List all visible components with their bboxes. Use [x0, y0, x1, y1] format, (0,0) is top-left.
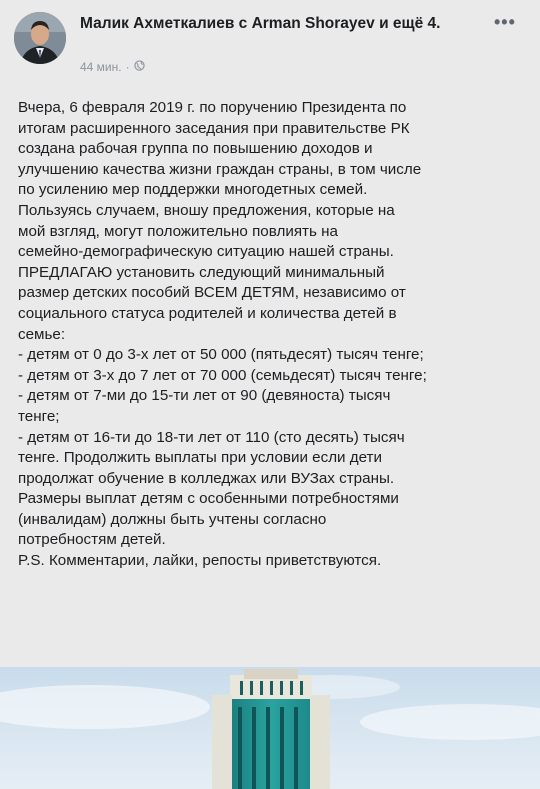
avatar-image: [14, 12, 66, 64]
avatar[interactable]: [14, 12, 66, 64]
post-text-line: по усилению мер поддержки многодетных семей.: [18, 181, 368, 199]
post-text-line: Пользуясь случаем, вношу предложения, которые на: [18, 201, 395, 219]
post-text-line: Вчера, 6 февраля 2019 г. по поручению Президента по: [18, 99, 407, 116]
attached-photo[interactable]: [0, 667, 540, 789]
post-text-line: семье:: [18, 325, 66, 343]
post-text-line: потребностям детей.: [18, 531, 166, 549]
post-text-line: улучшению качества жизни граждан страны, в том числе: [18, 160, 422, 178]
post-text-line: итогам расширенного заседания при правительстве РК: [18, 119, 410, 137]
more-options-icon[interactable]: •••: [494, 12, 516, 32]
post-text-line: ПРЕДЛАГАЮ установить следующий минимальный: [18, 263, 385, 281]
post-text-line: размер детских пособий ВСЕМ ДЕТЯМ, независимо от: [18, 284, 406, 302]
post-text-line: (инвалидам) должны быть учтены согласно: [18, 510, 327, 528]
author-line[interactable]: Малик Ахметкалиев с Arman Shorayev и ещё 4.: [80, 15, 441, 32]
post-text-line: - детям от 3-х до 7 лет от 70 000 (семьдесят) тысяч тенге;: [18, 366, 427, 384]
post-text-line: социального статуса родителей и количества детей в: [18, 304, 397, 322]
timestamp[interactable]: 44 мин.: [80, 60, 122, 74]
post-text: [18, 98, 526, 572]
post-text-line: - детям от 16-ти до 18-ти лет от 110 (сто десять) тысяч: [18, 428, 405, 446]
meta-separator: ·: [125, 60, 130, 74]
post-text-line: семейно-демографическую ситуацию нашей страны.: [18, 243, 394, 261]
post-text-line: - детям от 7-ми до 15-ти лет от 90 (девяноста) тысяч: [18, 387, 391, 405]
post-text-line: мой взгляд, могут положительно повлиять на: [18, 222, 338, 240]
post-header: [0, 0, 540, 95]
post-text-line: P.S. Комментарии, лайки, репосты приветствуются.: [18, 552, 382, 570]
post-text-line: тенге;: [18, 407, 60, 425]
post-text-line: - детям от 0 до 3-х лет от 50 000 (пятьдесят) тысяч тенге;: [18, 346, 424, 364]
post-text-line: продолжат обучение в колледжах или ВУЗах страны.: [18, 469, 395, 487]
post-text-line: Размеры выплат детям с особенными потребностями: [18, 490, 399, 508]
post-meta: [80, 60, 145, 74]
government-building-image: [0, 667, 540, 789]
globe-icon: [134, 60, 145, 74]
post-text-line: создана рабочая группа по повышению доходов и: [18, 140, 373, 158]
post-text-line: тенге. Продолжить выплаты при условии если дети: [18, 449, 383, 467]
